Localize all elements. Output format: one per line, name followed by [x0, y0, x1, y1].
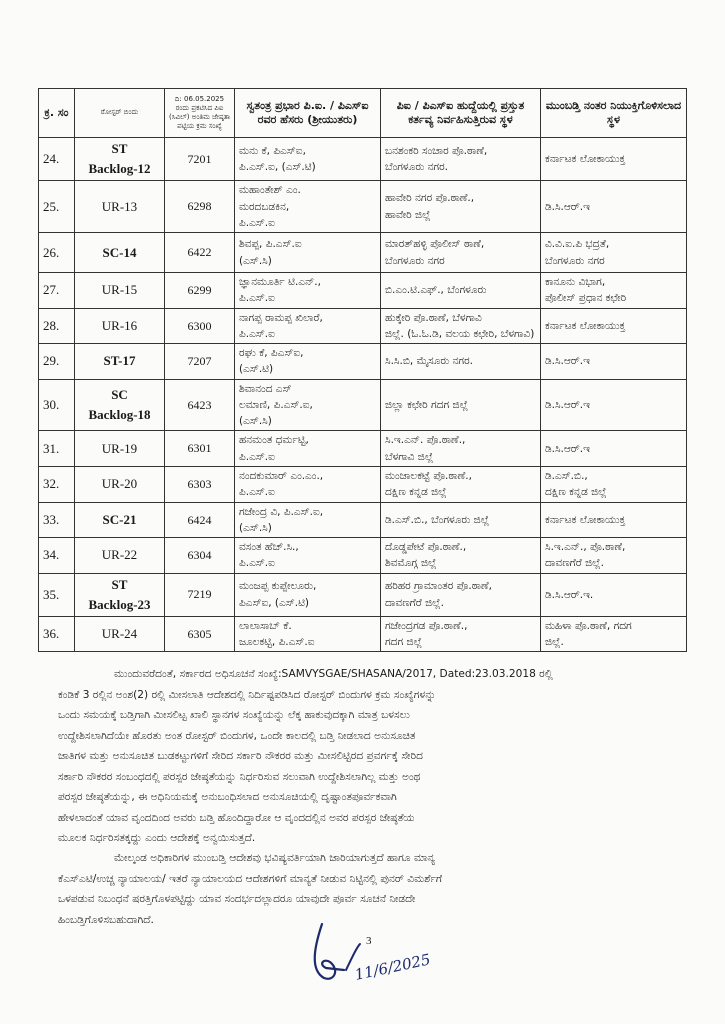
cell-name — [235, 431, 381, 467]
current-line: ದಕ್ಷಿಣ ಕನ್ನಡ ಜಿಲ್ಲೆ — [385, 486, 447, 499]
cell-sl-no: 29. — [39, 344, 75, 380]
cell-sl-no: 28. — [39, 308, 75, 344]
roster-line: UR-24 — [101, 626, 138, 642]
cell-name — [235, 467, 381, 503]
cell-roster-point — [75, 344, 165, 380]
cell-seniority-no: 7219 — [165, 573, 235, 616]
paragraph-line: ಹೇಳಲಾದಂತೆ ಯಾವ ವೃಂದದಿಂದ ಅವರು ಬಡ್ತಿ ಹೊಂದಿದ್ದಾರೋ ಆ ವೃಂದದಲ್ಲಿನ ಅವರ ಪರಸ್ಪರ ಜೇಷ್ಠತೆಯ — [58, 811, 415, 824]
name-line: ಲಾಲಾಸಾಬ್ ಕೆ. — [239, 619, 292, 632]
posting-line: ಕಾನೂನು ವಿಭಾಗ, — [545, 276, 606, 289]
name-line: ರಘು ಕೆ, ಪಿಎಸ್‌ಐ, — [239, 347, 304, 360]
cell-current — [381, 502, 541, 538]
roster-line: ST — [111, 141, 128, 156]
header-seniority-no: ದಿ: 06.05.2025 ರಂದು ಪ್ರಕಟಿಸಿದ ಪಿಐ (ಸಿವಿಲ್) ಅಂತಿಮ ಜೇಷ್ಠತಾ ಪಟ್ಟಿಯ ಕ್ರಮ ಸಂಖ್ಯೆ — [165, 89, 235, 138]
cell-seniority-no: 7201 — [165, 138, 235, 181]
current-line: ಮಾರತ್‌ಹಳ್ಳಿ ಪೊಲೀಸ್ ಠಾಣೆ, — [385, 238, 485, 251]
table-header-row — [39, 89, 687, 138]
paragraph-line: ಒಂದು ಸಮಯಕ್ಕೆ ಬಡ್ತಿಗಾಗಿ ಮೀಸಲಿಟ್ಟ ಖಾಲಿ ಸ್ಥಾನಗಳ ಸಂಖ್ಯೆಯನ್ನು ಲೆಕ್ಕ ಹಾಕುವುದಕ್ಕಾಗಿ ಮಾತ್ರ ಬಳಸಲು — [58, 709, 410, 721]
posting-line: ಡಿ.ಎಸ್.ಬಿ., — [545, 470, 588, 482]
posting-line: ಡಿ.ಸಿ.ಆರ್.ಇ — [545, 398, 590, 411]
paragraph-line: ಮೂಲಕ ನಿರ್ಧರಿಸತಕ್ಕದ್ದು ಎಂದು ಆದೇಶಕ್ಕೆ ಅನ್ವಯಿಸುತ್ತದೆ. — [58, 832, 256, 844]
name-line: (ಎಸ್.ಸಿ) — [239, 521, 272, 534]
posting-line: ದಕ್ಷಿಣ ಕನ್ನಡ ಜಿಲ್ಲೆ — [545, 486, 607, 499]
cell-sl-no: 33. — [39, 502, 75, 538]
name-line: ಶಿವಪ್ಪ, ಪಿ.ಎಸ್.ಐ — [239, 238, 302, 251]
header-roster-point: ರೋಸ್ಟರ್ ಬಿಂದು — [75, 89, 165, 138]
posting-line: ಡಿ.ಸಿ.ಆರ್.ಇ. — [545, 588, 594, 601]
cell-name — [235, 379, 381, 431]
posting-line: ಕರ್ನಾಟಕ ಲೋಕಾಯುಕ್ತ — [545, 513, 626, 526]
name-line: ಪಿ.ಎಸ್.ಐ — [239, 450, 275, 463]
table-row — [39, 616, 687, 652]
table-row — [39, 538, 687, 574]
current-line: ಬೆಂಗಳೂರು ನಗರ — [385, 254, 445, 267]
cell-posting — [541, 379, 687, 431]
name-line: ಪಿ.ಎಸ್.ಐ — [239, 216, 275, 229]
cell-current — [381, 467, 541, 503]
header-sl-no: ಕ್ರ. ಸಂ — [39, 89, 75, 138]
cell-current — [381, 344, 541, 380]
cell-sl-no: 36. — [39, 616, 75, 652]
roster-line: Backlog-18 — [88, 407, 151, 423]
cell-name — [235, 308, 381, 344]
name-line: ವಸಂತ ಹೆಚ್.ಸಿ., — [239, 541, 299, 554]
current-line: ಜಿಲ್ಲಾ ಕಛೇರಿ ಗದಗ ಜಿಲ್ಲೆ — [385, 398, 469, 411]
cell-posting — [541, 538, 687, 574]
roster-line: UR-16 — [101, 317, 138, 333]
current-line: ಹರಿಹರ ಗ್ರಾಮಾಂತರ ಪೊ.ಠಾಣೆ, — [385, 580, 492, 593]
page-number: 3 — [366, 935, 372, 947]
cell-name — [235, 502, 381, 538]
posting-line: ಡಿ.ಸಿ.ಆರ್.ಇ — [545, 442, 590, 455]
roster-line: SC-14 — [102, 244, 137, 260]
cell-sl-no: 30. — [39, 379, 75, 431]
cell-current — [381, 138, 541, 181]
cell-roster-point — [75, 233, 165, 273]
cell-seniority-no: 6422 — [165, 233, 235, 273]
cell-roster-point — [75, 467, 165, 503]
cell-current — [381, 233, 541, 273]
table-row — [39, 467, 687, 503]
cell-name — [235, 233, 381, 273]
current-line: ಗದಗ ಜಿಲ್ಲೆ — [385, 636, 423, 649]
table-row — [39, 573, 687, 616]
posting-line: ಬೆಂಗಳೂರು ನಗರ — [545, 254, 605, 267]
cell-posting — [541, 138, 687, 181]
paragraph-line: ಜಾತಿಗಳ ಮತ್ತು ಅನುಸೂಚಿತ ಬುಡಕಟ್ಟುಗಳಿಗೆ ಸೇರಿದ ಸರ್ಕಾರಿ ನೌಕರರ ಮತ್ತು ಮೀಸಲಿಟ್ಟಿರದ ಪ್ರವರ್ಗಕ್ಕೆ ಸೇರಿದ — [58, 750, 423, 762]
roster-line: ST-17 — [103, 353, 136, 369]
name-line: ಗಜೇಂದ್ರ ವಿ, ಪಿ.ಎಸ್.ಐ, — [239, 505, 324, 518]
cell-roster-point — [75, 431, 165, 467]
cell-roster-point — [75, 379, 165, 431]
current-line: ಹುಕ್ಕೇರಿ ಪೊ.ಠಾಣೆ, ಬೆಳಗಾವಿ — [385, 311, 482, 324]
cell-sl-no: 24. — [39, 138, 75, 181]
name-line: ಪಿ.ಎಸ್.ಐ — [239, 486, 275, 499]
paragraph-line: ಕಂಡಿಕೆ 3 ರಲ್ಲಿನ ಅಂಶ(2) ರಲ್ಲಿ ಮೀಸಲಾತಿ ಆದೇಶದಲ್ಲಿ ನಿರ್ದಿಷ್ಟಪಡಿಸಿದ ರೋಸ್ಟರ್ ಬಿಂದುಗಳ ಕ್ರಮ ಸಂಖ್ಯೆಗಳನ್ನು — [58, 688, 436, 701]
cell-sl-no: 34. — [39, 538, 75, 574]
name-line: ಶಿವಾನಂದ ಎಸ್ — [239, 382, 292, 395]
posting-line: ಜಿಲ್ಲೆ. — [545, 636, 564, 649]
cell-roster-point — [75, 502, 165, 538]
cell-current — [381, 181, 541, 233]
cell-posting — [541, 233, 687, 273]
current-line: ಸಿ.ಇ.ಎನ್. ಪೊ.ಠಾಣೆ., — [385, 434, 466, 447]
current-line: ದೊಡ್ಡಪೇಟೆ ಪೊ.ಠಾಣೆ., — [385, 541, 467, 554]
roster-line: SC — [111, 386, 128, 402]
cell-seniority-no: 6424 — [165, 502, 235, 538]
posting-line: ಸಿ.ಇ.ಎನ್., ಪೊ.ಠಾಣೆ, — [545, 541, 626, 554]
table-row — [39, 344, 687, 380]
name-line: ಹನಮಂತ ಧರ್ಮಟ್ಟಿ, — [239, 434, 309, 447]
posting-line: ದಾವಣಗೆರೆ ಜಿಲ್ಲೆ. — [545, 557, 604, 570]
cell-sl-no: 26. — [39, 233, 75, 273]
cell-posting — [541, 573, 687, 616]
name-line: ನಂದಕುಮಾರ್ ಎಂ.ಎಂ., — [239, 470, 324, 482]
name-line: ಲಮಾಣಿ, ಪಿ.ಎಸ್.ಐ, — [239, 398, 313, 411]
current-line: ದಾವಣಗೆರೆ ಜಿಲ್ಲೆ. — [385, 596, 444, 609]
current-line: ಬೆಳಗಾವಿ ಜಿಲ್ಲೆ — [385, 450, 434, 463]
posting-line: ಕರ್ನಾಟಕ ಲೋಕಾಯುಕ್ತ — [545, 153, 626, 165]
table-body — [39, 138, 687, 652]
cell-current — [381, 379, 541, 431]
cell-seniority-no: 6305 — [165, 616, 235, 652]
cell-roster-point — [75, 573, 165, 616]
cell-sl-no: 35. — [39, 573, 75, 616]
handwritten-signature — [300, 918, 440, 998]
paragraph-line: ಒಳಪಡುವ ನಿಬಂಧನೆ ಷರತ್ತಿಗೊಳಪಟ್ಟಿದ್ದು ಯಾವ ಸಂದರ್ಭದಲ್ಲಾದರೂ ಯಾವುದೇ ಪೂರ್ವ ಸೂಚನೆ ನೀಡದೇ — [58, 893, 416, 905]
roster-line: UR-20 — [101, 476, 138, 492]
current-line: ಸಿ.ಸಿ.ಬಿ, ಮೈಸೂರು ನಗರ. — [385, 355, 473, 368]
roster-line: SC-21 — [102, 511, 137, 527]
cell-current — [381, 431, 541, 467]
cell-seniority-no: 6301 — [165, 431, 235, 467]
posting-line: ಮಹಿಳಾ ಪೊ.ಠಾಣೆ, ಗದಗ — [545, 619, 632, 632]
current-line: ಬಿ.ಎಂ.ಟಿ.ಎಫ್., ಬೆಂಗಳೂರು — [385, 284, 487, 297]
cell-posting — [541, 181, 687, 233]
cell-sl-no: 25. — [39, 181, 75, 233]
roster-line: UR-13 — [101, 198, 138, 214]
current-line: ಬೆಂಗಳೂರು ನಗರ. — [385, 161, 448, 174]
posting-line: ಡಿ.ಸಿ.ಆರ್.ಇ — [545, 200, 590, 213]
current-line: ಡಿ.ಎಸ್.ಬಿ., ಬೆಂಗಳೂರು ಜಿಲ್ಲೆ — [385, 513, 490, 526]
posting-line: ಕರ್ನಾಟಕ ಲೋಕಾಯುಕ್ತ — [545, 319, 626, 332]
cell-sl-no: 31. — [39, 431, 75, 467]
table-row — [39, 138, 687, 181]
header-current-post: ಪಿಐ / ಪಿಎಸ್‌ಐ ಹುದ್ದೆಯಲ್ಲಿ ಪ್ರಸ್ತುತ ಕರ್ತವ್ಯ ನಿರ್ವಹಿಸುತ್ತಿರುವ ಸ್ಥಳ — [381, 89, 541, 138]
signature-date: 11/6/2025 — [353, 950, 433, 984]
name-line: (ಎಸ್.ಸಿ) — [239, 254, 272, 267]
cell-name — [235, 138, 381, 181]
name-line: ಮಹಾಂತೇಶ್ ಎಂ. — [239, 184, 301, 197]
header-officer-name: ಸ್ವತಂತ್ರ ಪ್ರಭಾರ ಪಿ.ಐ. / ಪಿಎಸ್‌ಐ ರವರ ಹೆಸರು (ಶ್ರೀಯುತರು) — [235, 89, 381, 138]
cell-roster-point — [75, 181, 165, 233]
cell-posting — [541, 308, 687, 344]
cell-sl-no: 32. — [39, 467, 75, 503]
table-row — [39, 502, 687, 538]
cell-posting — [541, 616, 687, 652]
cell-current — [381, 538, 541, 574]
roster-line: UR-22 — [101, 547, 138, 563]
paragraph-line: ಪರಸ್ಪರ ಜೇಷ್ಠತೆಯನ್ನು, ಈ ಅಧಿನಿಯಮಕ್ಕೆ ಅನುಬಂಧಿಸಲಾದ ಅನುಸೂಚಿಯಲ್ಲಿ ದೃಷ್ಟಾಂತಪೂರ್ವಕವಾಗಿ — [58, 791, 397, 803]
cell-seniority-no: 7207 — [165, 344, 235, 380]
paragraph-line: ಉದ್ದೇಶಿಸಲಾಗಿದೆಯೇ ಹೊರತು ಅಂತ ರೋಸ್ಟರ್ ಬಿಂದುಗಳ, ಒಂದೇ ಕಾಲದಲ್ಲಿ ಬಡ್ತಿ ನೀಡಲಾದ ಅನುಸೂಚಿತ — [58, 729, 416, 742]
cell-roster-point — [75, 308, 165, 344]
current-line: ಮಂಜಾಲಕಟ್ಟೆ ಪೊ.ಠಾಣೆ., — [385, 470, 472, 482]
cell-roster-point — [75, 273, 165, 309]
table-row — [39, 181, 687, 233]
cell-posting — [541, 431, 687, 467]
cell-name — [235, 344, 381, 380]
cell-name — [235, 538, 381, 574]
name-line: ಜೂಲಕಟ್ಟಿ, ಪಿ.ಎಸ್.ಐ — [239, 636, 315, 649]
cell-current — [381, 273, 541, 309]
paragraph-line: ಸರ್ಕಾರಿ ನೌಕರರ ಸಂಬಂಧದಲ್ಲಿ ಪರಸ್ಪರ ಜೇಷ್ಠತೆಯನ್ನು ನಿರ್ಧರಿಸುವ ಸಲುವಾಗಿ ಉದ್ದೇಶಿಸಲಾಗಿಲ್ಲ ಮತ್ತು ಅಂಥ — [58, 770, 421, 783]
table-row — [39, 308, 687, 344]
name-line: ಪಿಎಸ್‌ಐ, (ಎಸ್.ಟಿ) — [239, 596, 310, 609]
name-line: (ಎಸ್.ಸಿ) — [239, 415, 272, 428]
header-posting-after: ಮುಂಬಡ್ತಿ ನಂತರ ನಿಯುಕ್ತಿಗೊಳಿಸಲಾದ ಸ್ಥಳ — [541, 89, 687, 138]
posting-line: ವಿ.ವಿ.ಐ.ಪಿ ಭದ್ರತೆ, — [545, 238, 610, 251]
cell-name — [235, 181, 381, 233]
cell-name — [235, 573, 381, 616]
cell-seniority-no: 6423 — [165, 379, 235, 431]
cell-name — [235, 616, 381, 652]
table-row — [39, 233, 687, 273]
current-line: ಬನಶಂಕರಿ ಸಂಚಾರ ಪೊ.ಠಾಣೆ, — [385, 144, 488, 157]
roster-line: UR-19 — [101, 440, 138, 456]
cell-seniority-no: 6300 — [165, 308, 235, 344]
table-row — [39, 379, 687, 431]
cell-posting — [541, 502, 687, 538]
name-line: ನಾಗಪ್ಪ ರಾಮಪ್ಪ ಖಿಲಾರೆ, — [239, 311, 323, 324]
cell-seniority-no: 6299 — [165, 273, 235, 309]
roster-table — [38, 88, 687, 652]
paragraph-line: ಹಿಂಬಡ್ತಿಗೊಳಿಸಬಹುದಾಗಿದೆ. — [58, 913, 154, 926]
paragraph-line: ಕೆಎಸ್‌ಎಟಿ/ಉಚ್ಚ ನ್ಯಾಯಾಲಯ/ ಇತರೆ ನ್ಯಾಯಾಲಯದ ಆದೇಶಗಳಿಗೆ ಮಾನ್ಯತೆ ನೀಡುವ ನಿಟ್ಟಿನಲ್ಲಿ ಪುನರ್ ವಿಮರ್ಶೆಗೆ — [58, 872, 443, 885]
table-row — [39, 273, 687, 309]
posting-line: ಡಿ.ಸಿ.ಆರ್.ಇ — [545, 355, 590, 368]
cell-roster-point — [75, 538, 165, 574]
cell-posting — [541, 467, 687, 503]
name-line: ಮನು ಕೆ, ಪಿಎಸ್‌ಐ, — [239, 144, 306, 157]
cell-name — [235, 273, 381, 309]
name-line: (ಎಸ್.ಟಿ) — [239, 363, 274, 376]
roster-line: UR-15 — [101, 282, 138, 298]
name-line: ಮರದಬಡಕಿನ, — [239, 200, 290, 213]
current-line: ಗಜೇಂದ್ರಗಡ ಪೊ.ಠಾಣೆ., — [385, 619, 468, 632]
paragraph-1 — [58, 664, 684, 849]
name-line: ಜ್ಞಾನಮೂರ್ತಿ ಟಿ.ಎನ್., — [239, 276, 321, 289]
current-line: ಹಾವೇರಿ ಜಿಲ್ಲೆ — [385, 208, 431, 221]
posting-line: ಪೊಲೀಸ್ ಪ್ರಧಾನ ಕಛೇರಿ — [545, 292, 627, 305]
roster-line: Backlog-12 — [88, 161, 151, 177]
table-row — [39, 431, 687, 467]
cell-posting — [541, 344, 687, 380]
paragraph-line: ಮೇಲ್ಕಂಡ ಅಧಿಕಾರಿಗಳ ಮುಂಬಡ್ತಿ ಆದೇಶವು ಭವಿಷ್ಯವರ್ತಿಯಾಗಿ ಜಾರಿಯಾಗುತ್ತದೆ ಹಾಗೂ ಮಾನ್ಯ — [114, 852, 436, 864]
cell-current — [381, 573, 541, 616]
name-line: ಪಿ.ಎಸ್.ಐ — [239, 327, 275, 340]
cell-sl-no: 27. — [39, 273, 75, 309]
cell-current — [381, 308, 541, 344]
cell-seniority-no: 6298 — [165, 181, 235, 233]
name-line: ಪಿ.ಎಸ್.ಐ, (ಎಸ್.ಟಿ) — [239, 161, 316, 174]
cell-seniority-no: 6303 — [165, 467, 235, 503]
cell-posting — [541, 273, 687, 309]
cell-roster-point — [75, 616, 165, 652]
name-line: ಪಿ.ಎಸ್.ಐ — [239, 557, 275, 570]
roster-line: Backlog-23 — [88, 596, 151, 612]
current-line: ಶಿವಮೊಗ್ಗ ಜಿಲ್ಲೆ — [385, 557, 437, 570]
roster-line: ST — [111, 576, 128, 592]
name-line: ಮಂಜಪ್ಪ ಕುಪ್ಪೇಲೂರು, — [239, 580, 317, 593]
current-line: ಜಿಲ್ಲೆ. (ಓ.ಓ.ಡಿ, ವಲಯ ಕಛೇರಿ, ಬೆಳಗಾವಿ) — [385, 327, 535, 340]
name-line: ಪಿ.ಎಸ್.ಐ — [239, 292, 275, 305]
cell-roster-point — [75, 138, 165, 181]
paragraph-line: ಮುಂದುವರೆದಂತೆ, ಸರ್ಕಾರದ ಅಧಿಸೂಚನೆ ಸಂಖ್ಯೆ:SAMVYSGAE/SHASANA/2017, Dated:23.03.2018 ರಲ್ಲಿ — [114, 668, 553, 680]
cell-seniority-no: 6304 — [165, 538, 235, 574]
current-line: ಹಾವೇರಿ ನಗರ ಪೊ.ಠಾಣೆ., — [385, 192, 475, 205]
cell-current — [381, 616, 541, 652]
